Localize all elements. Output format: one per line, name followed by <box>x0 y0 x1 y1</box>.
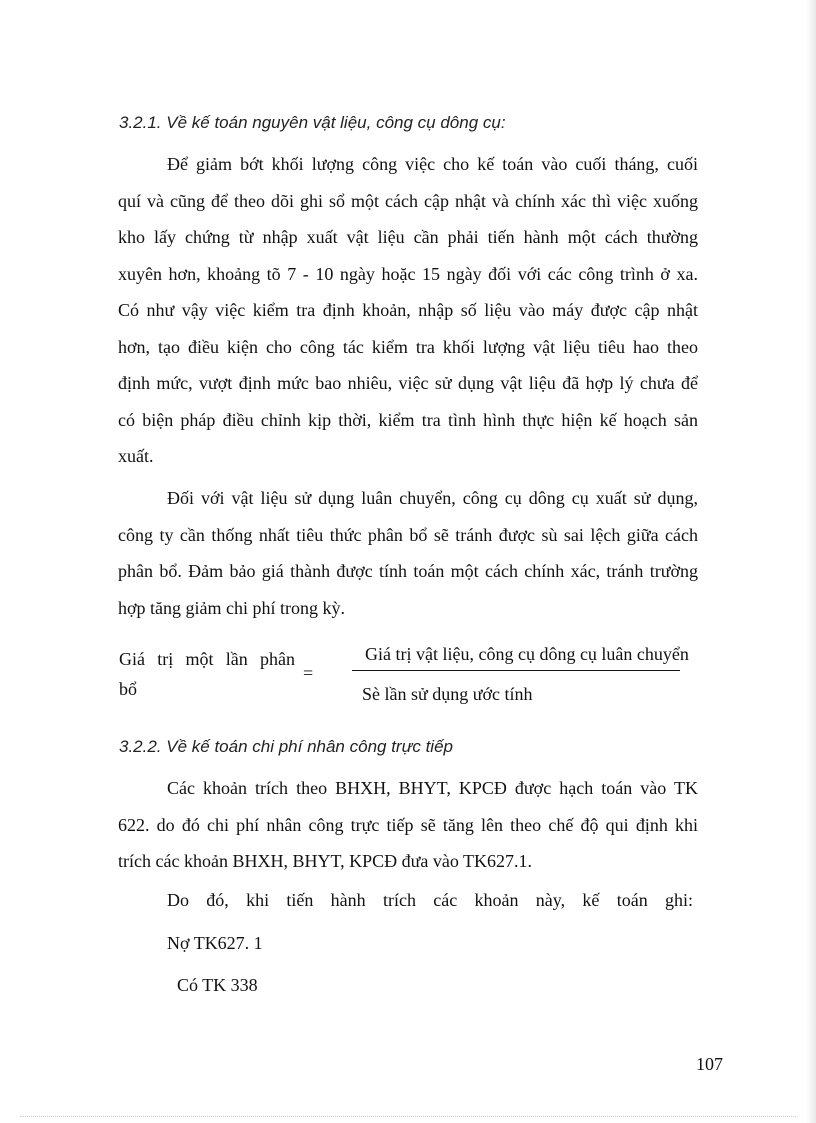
paragraph-labor-cost <box>118 770 698 880</box>
paragraph-line: Đối với vật liệu sử dụng luân chuyển, công cụ dông cụ xuất sử dụng, <box>167 488 698 508</box>
paragraph-line: trích các khoản BHXH, BHYT, KPCĐ đưa vào TK627.1. <box>118 851 533 871</box>
accounting-entry-intro: Do đó, khi tiến hành trích các khoản này, kế toán ghi: <box>167 890 693 910</box>
paragraph-line: có biện pháp điều chỉnh kịp thời, kiểm tra tình hình thực hiện kế hoạch sản <box>118 409 698 430</box>
paragraph-line: hợp tăng giảm chi phí trong kỳ. <box>118 597 345 618</box>
accounting-entry-debit: Nợ TK627. 1 <box>167 933 263 953</box>
section-heading-3-2-1: 3.2.1. Về kế toán nguyên vật liệu, công cụ dông cụ: <box>119 113 506 132</box>
formula-denominator: Sè lần sử dụng ước tính <box>362 684 533 704</box>
formula-fraction-bar <box>352 670 680 671</box>
formula-left-side <box>119 644 295 704</box>
formula-left-line-1: Giá trị một lần phân <box>119 649 295 669</box>
paragraph-line: Các khoản trích theo BHXH, BHYT, KPCĐ được hạch toán vào TK <box>167 778 698 798</box>
page-bottom-divider <box>20 1116 796 1117</box>
paragraph-line: định mức, vượt định mức bao nhiêu, việc sử dụng vật liệu đã hợp lý chưa để <box>118 373 698 393</box>
paragraph-line: công ty cần thống nhất tiêu thức phân bổ sẽ tránh được sù sai lệch giữa cách <box>118 524 698 545</box>
paragraph-line: hơn, tạo điều kiện cho công tác kiểm tra khối lượng vật liệu tiêu hao theo <box>118 336 698 357</box>
formula-equals-sign: = <box>303 663 314 683</box>
paragraph-line: quí và cũng để theo dõi ghi sổ một cách cập nhật và chính xác thì việc xuống <box>118 190 698 211</box>
page-number: 107 <box>696 1054 723 1074</box>
formula-numerator: Giá trị vật liệu, công cụ dông cụ luân chuyển <box>365 644 689 664</box>
paragraph-line: kho lấy chứng từ nhập xuất vật liệu cần phải tiến hành một cách thường <box>118 227 698 247</box>
page-edge-shadow <box>806 0 816 1123</box>
paragraph-line: phân bổ. Đảm bảo giá thành được tính toán một cách chính xác, tránh trường <box>118 561 698 581</box>
paragraph-material-accounting <box>118 146 698 475</box>
section-heading-3-2-2: 3.2.2. Về kế toán chi phí nhân công trực tiếp <box>119 737 453 756</box>
paragraph-line: xuyên hơn, khoảng tõ 7 - 10 ngày hoặc 15 ngày đối với các công trình ở xa. <box>118 263 698 284</box>
paragraph-line: 622. do đó chi phí nhân công trực tiếp sẽ tăng lên theo chế độ qui định khi <box>118 814 698 835</box>
paragraph-line: Có như vậy việc kiểm tra định khoản, nhập số liệu vào máy được cập nhật <box>118 300 698 320</box>
paragraph-tool-allocation <box>118 480 698 626</box>
accounting-entry-credit: Có TK 338 <box>177 975 258 995</box>
paragraph-line: Để giảm bớt khối lượng công việc cho kế toán vào cuối tháng, cuối <box>167 154 698 174</box>
paragraph-line: xuất. <box>118 446 154 466</box>
formula-left-line-2: bổ <box>119 679 137 699</box>
